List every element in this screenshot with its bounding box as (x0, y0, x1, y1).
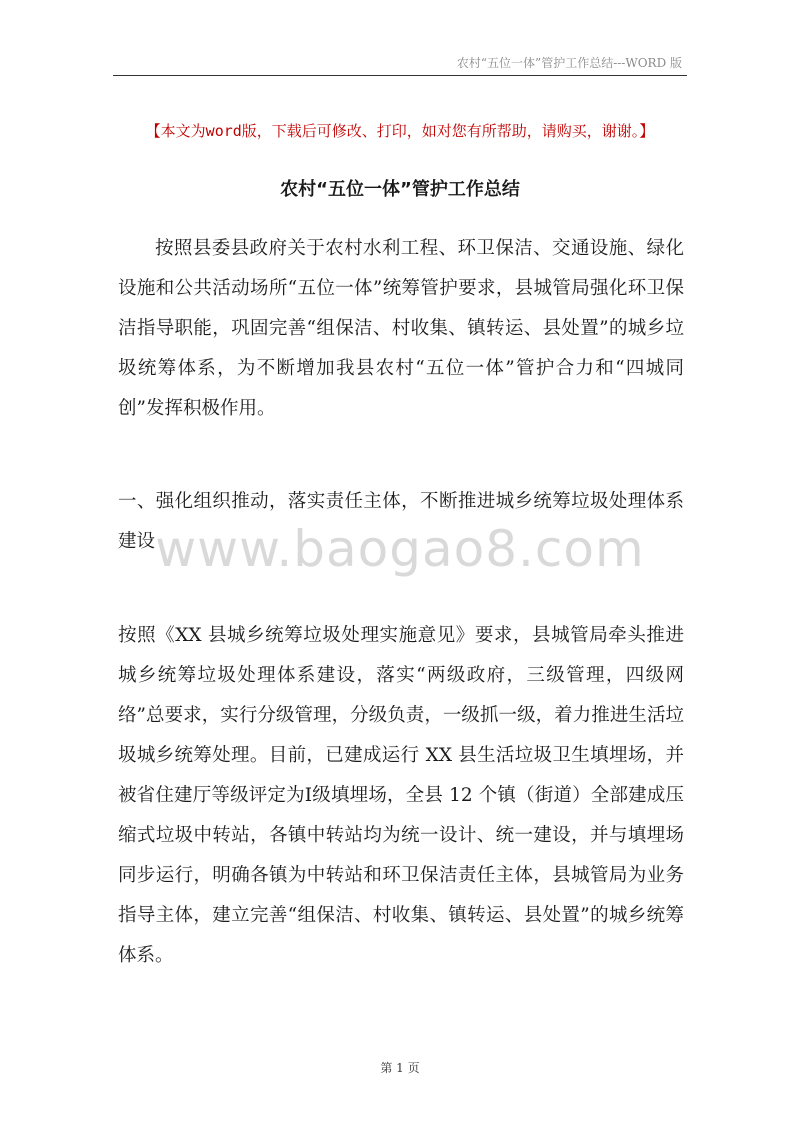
header-divider (113, 75, 687, 76)
watermark: www.baogao8.com (155, 520, 645, 578)
page-number: 第 1 页 (380, 1061, 420, 1075)
document-title: 农村“五位一体”管护工作总结 (280, 179, 520, 200)
header-title: 农村“五位一体”管护工作总结---WORD 版 (456, 56, 682, 70)
paragraph-intro: 按照县委县政府关于农村水利工程、环卫保洁、交通设施、绿化设施和公共活动场所“五位一体”统筹管护要求，县城管局强化环卫保洁指导职能，巩固完善“组保洁、村收集、镇转运、县处置”的城乡垃圾统筹体系，为不断增加我县农村“五位一体”管护合力和“四城同创”发挥积极作用。 (118, 238, 684, 419)
purchase-notice: 【本文为word版，下载后可修改、打印，如对您有所帮助，请购买，谢谢。】 (145, 122, 655, 140)
section-heading-1: 一、强化组织推动，落实责任主体，不断推进城乡统筹垃圾处理体系建设 (118, 491, 684, 552)
paragraph-section-1: 按照《XX 县城乡统筹垃圾处理实施意见》要求，县城管局牵头推进城乡统筹垃圾处理体系建设，落实“两级政府，三级管理，四级网络”总要求，实行分级管理，分级负责，一级抓一级，着力推进生活垃圾城乡统筹处理。目前，已建成运行 XX 县生活垃圾卫生填埋场，并被省住建厅等级评定为Ⅰ级填埋场，全县 12 个镇（街道）全部建成压缩式垃圾中转站，各镇中转站均为统一设计、统一建设，并与填埋场同步运行，明确各镇为中转站和环卫保洁责任主体，县城管局为业务指导主体，建立完善“组保洁、村收集、镇转运、县处置”的城乡统筹体系。 (118, 625, 684, 966)
